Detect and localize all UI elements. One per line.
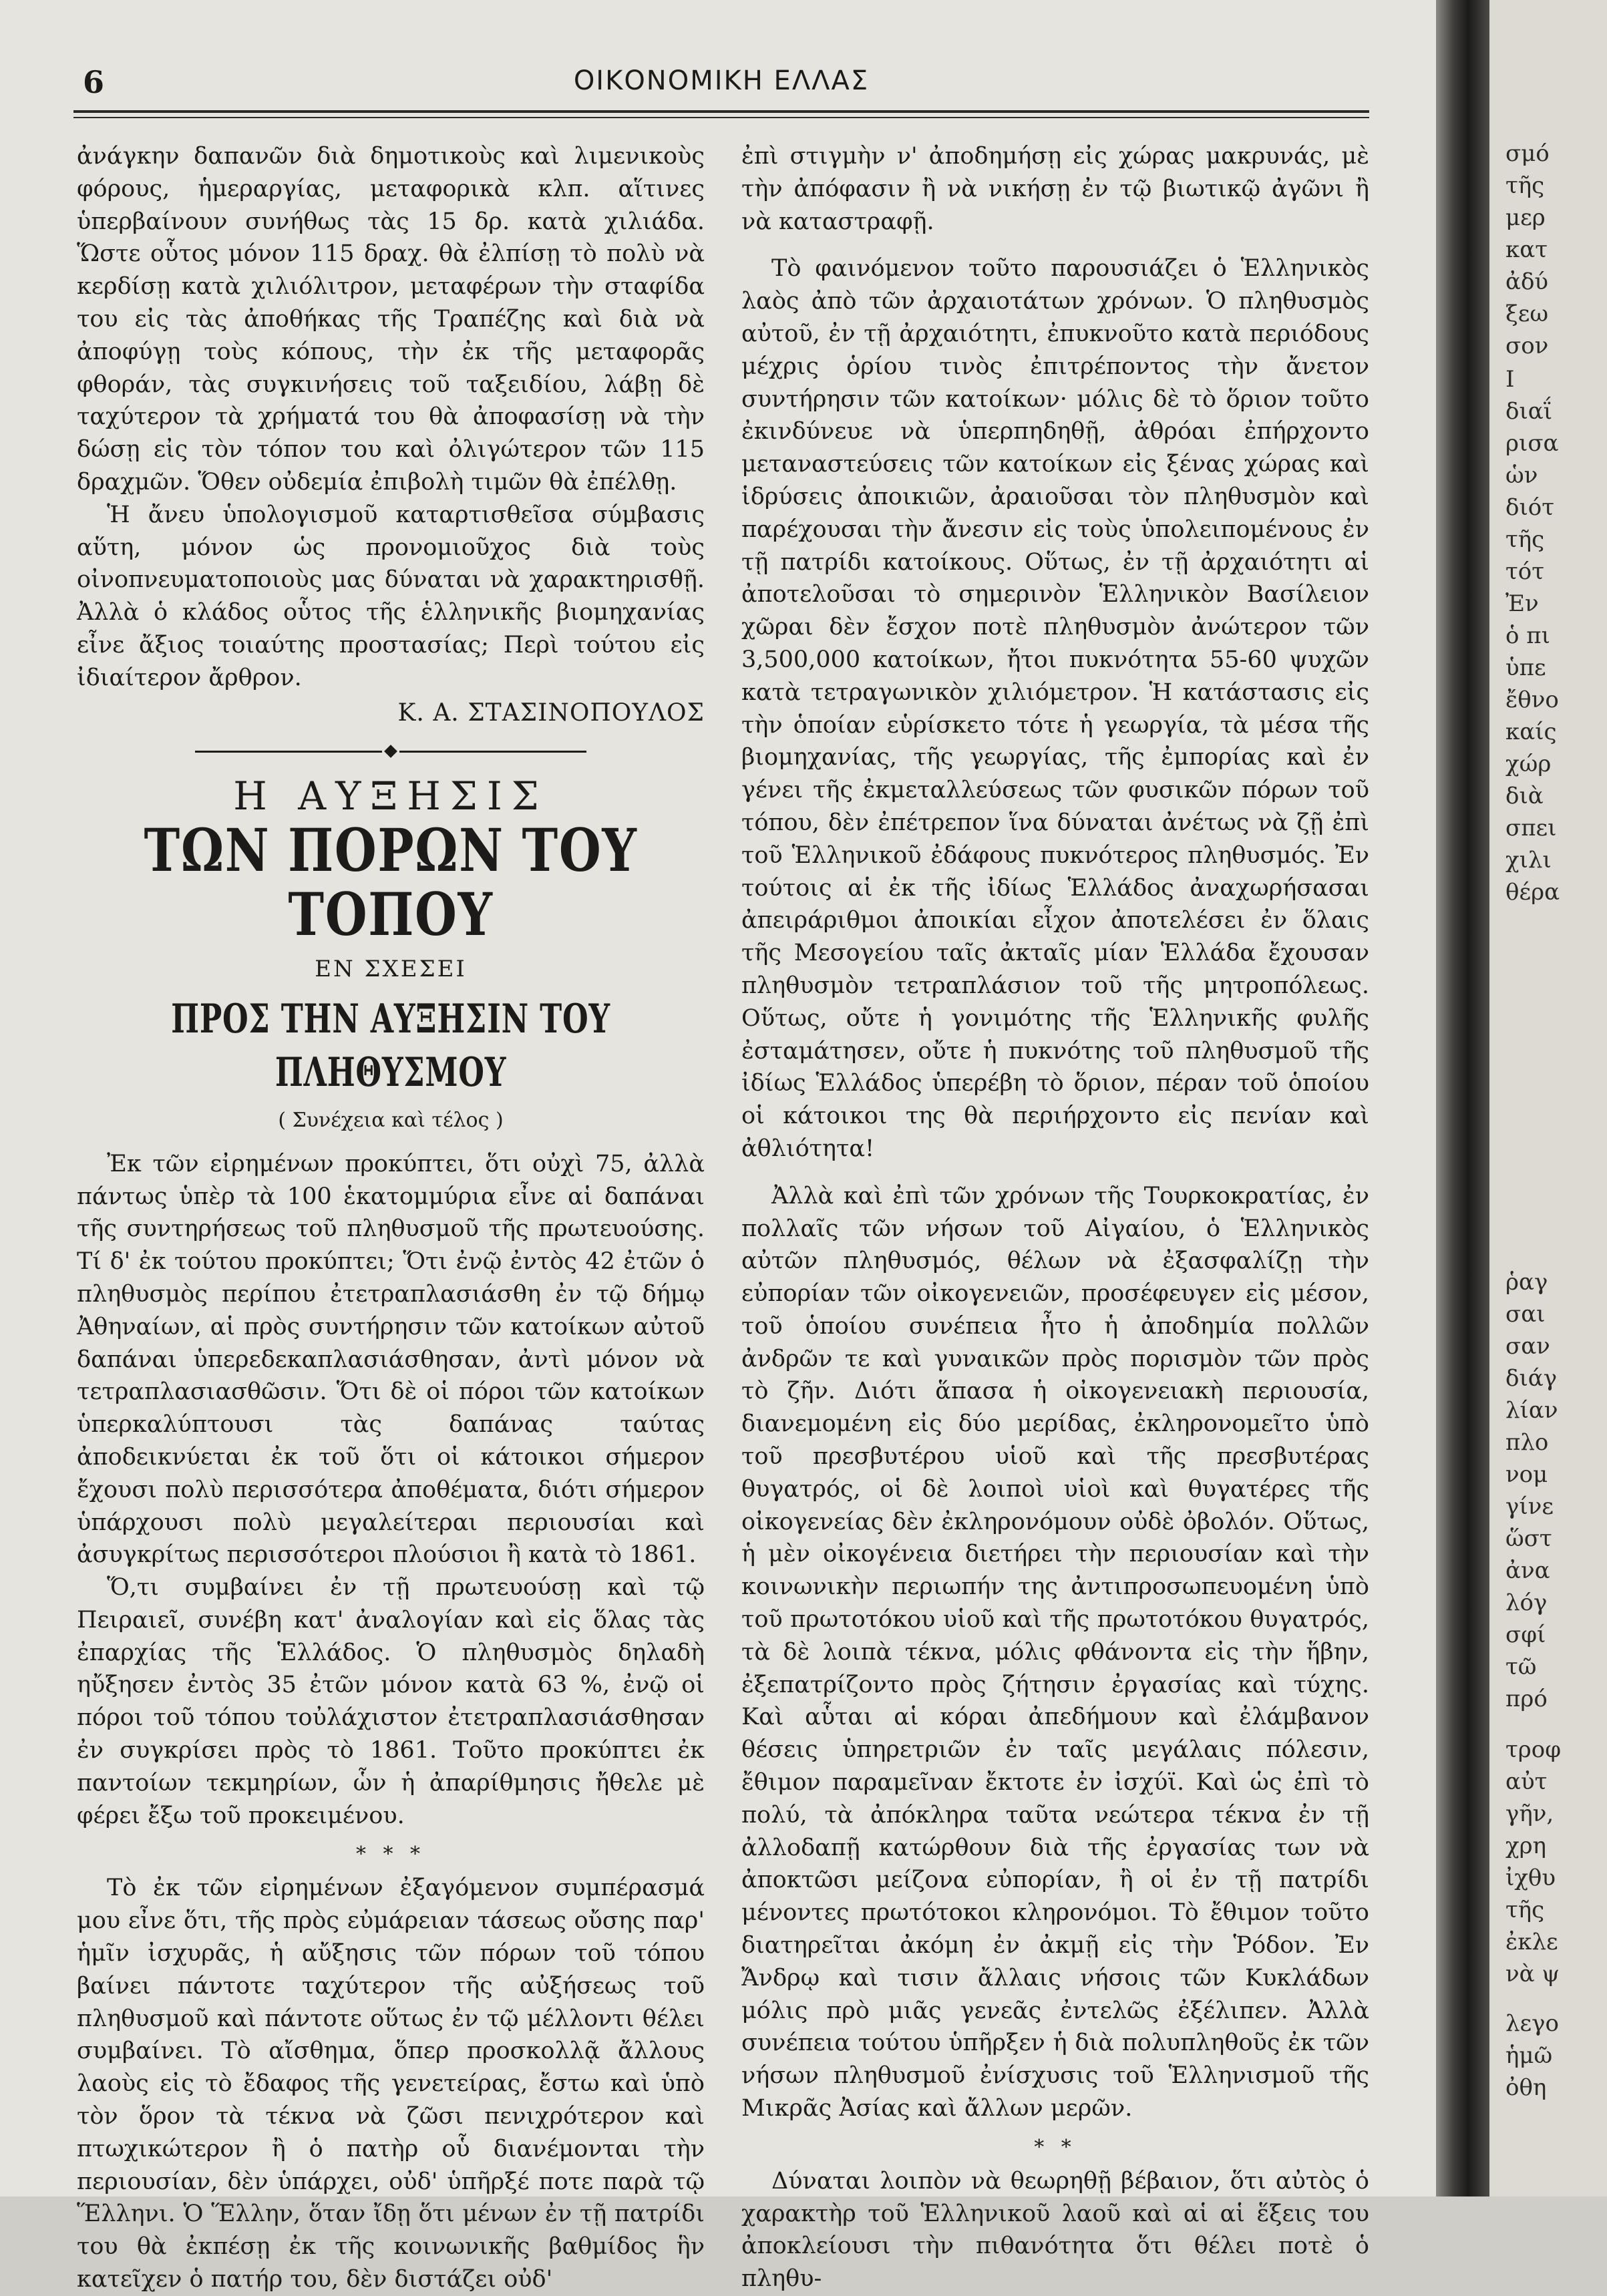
- edge-text-fragment: καίς: [1505, 719, 1557, 745]
- edge-text-fragment: ἀδύ: [1505, 268, 1549, 295]
- edge-text-fragment: σπει: [1505, 815, 1557, 841]
- paragraph: Ἀλλὰ καὶ ἐπὶ τῶν χρόνων τῆς Τουρκοκρατίας, ἐν πολλαῖς τῶν νήσων τοῦ Αἰγαίου, ὁ Ἑλληνικὸς αὐτῶν πληθυσμός, θέλων νὰ ἐξασφαλίζῃ τὴν εὐπορίαν τῶν οἰκογενειῶν, προσέφευγεν εἰς μέσον, τοῦ ὁποίου συνέπεια ἦτο ἡ ἀποδημία πολλῶν ἀνδρῶν τε καὶ γυναικῶν πρὸς πορισμὸν τῶν πρὸς τὸ ζῆν. Διότι ἅπασα ἡ οἰκογενειακὴ περιουσία, διανεμομένη εἰς δύο μερίδας, ἐκληρονομεῖτο ὑπὸ τοῦ πρεσβυτέρου υἱοῦ καὶ τῆς πρεσβυτέρας θυγατρός, οἱ δὲ λοιποὶ υἱοὶ καὶ θυγατέρες τῆς οἰκογενείας δὲν ἐκληρονόμουν οὐδὲ ὀβολόν. Οὕτως, ἡ μὲν οἰκογένεια διετήρει τὴν περιουσίαν καὶ τὴν κοινωνικὴν περιωπήν της ἀντιπροσωπευομένη ὑπὸ τοῦ πρωτοτόκου υἱοῦ καὶ τῆς πρωτοτόκου θυγατρός, τὰ δὲ λοιπὰ τέκνα, μόλις φθάνοντα εἰς τὴν ἥβην, ἐξεπατρίζοντο πρὸς ζήτησιν ἐργασίας καὶ τύχης. Καὶ αὗται αἱ κόραι ἀπεδήμουν καὶ ἐλάμβανον θέσεις ὑπηρετριῶν ἐν ταῖς μεγάλαις πόλεσιν, ἔθιμον παραμεῖναν ἔκτοτε ἐν ἰσχύϊ. Καὶ ὡς ἐπὶ τὸ πολύ, τὰ ἀπόκληρα ταῦτα νεώτερα τέκνα ἐν τῇ ἀλλοδαπῇ κατώρθουν διὰ τῆς ἐργασίας των νὰ ἀποκτῶσι μείζονα εὐπορίαν, ἢ οἱ ἐν τῇ πατρίδι μένοντες πρωτότοκοι κληρονόμοι. Τὸ ἔθιμον τοῦτο διατηρεῖται ἀκόμη ἐν ἀκμῇ εἰς τὴν Ῥόδον. Ἐν Ἄνδρῳ καὶ τισιν ἄλλαις νήσοις τῶν Κυκλάδων μόλις πρὸ μιᾶς γενεᾶς ἐντελῶς ἐξέλιπεν. Ἀλλὰ συνέπεια τούτου ὑπῆρξεν ἡ διὰ πολυπληθοῦς ἐκ τῶν νήσων πληθυσμοῦ ἐνίσχυσις τοῦ Ἑλληνισμοῦ τῆς Μικρᾶς Ἀσίας καὶ ἄλλων μερῶν.: [741, 1182, 1369, 2122]
- edge-text-fragment: τότ: [1505, 558, 1545, 585]
- edge-text-fragment: ὡν: [1505, 462, 1538, 489]
- paragraph: ἀνάγκην δαπανῶν διὰ δημοτικοὺς καὶ λιμενικοὺς φόρους, ἡμεραργίας, μεταφορικὰ κλπ. αἵτινες ὑπερβαίνουν συνήθως τὰς 15 δρ. κατὰ χιλιάδα. Ὥστε οὗτος μόνον 115 δραχ. θὰ ἐλπίσῃ τὸ πολὺ νὰ κερδίσῃ κατὰ χιλιόλιτρον, μεταφέρων τὴν σταφίδα του εἰς τὰς ἀποθήκας τῆς Τραπέζης καὶ διὰ νὰ ἀποφύγῃ τοὺς κόπους, τὴν ἐκ τῆς μεταφορᾶς φθοράν, τὰς συγκινήσεις τοῦ ταξειδίου, λάβῃ δὲ ταχύτερον τὰ χρήματά του θὰ ἀποφασίσῃ νὰ τὴν δώσῃ εἰς τὸν τόπον του καὶ ὀλιγώτερον τῶν 115 δραχμῶν. Ὅθεν οὐδεμία ἐπιβολὴ τιμῶν θὰ ἐπέλθῃ.: [77, 143, 705, 496]
- edge-text-fragment: πλο: [1505, 1429, 1549, 1456]
- edge-text-fragment: κατ: [1505, 236, 1548, 263]
- section-separator: * *: [1034, 2135, 1077, 2159]
- edge-text-fragment: σον: [1505, 333, 1549, 359]
- page-number: 6: [83, 64, 105, 100]
- edge-text-fragment: γίνε: [1505, 1493, 1554, 1520]
- edge-text-fragment: σαι: [1505, 1301, 1546, 1328]
- edge-text-fragment: λεγο: [1505, 2010, 1559, 2037]
- edge-text-fragment: ξεω: [1505, 301, 1549, 327]
- edge-text-fragment: ὑπε: [1505, 654, 1546, 681]
- edge-text-fragment: γῆν,: [1505, 1800, 1554, 1827]
- section-title: Η ΑΥΞΗΣΙΣ: [233, 773, 548, 819]
- edge-text-fragment: τῶ: [1505, 1654, 1537, 1680]
- edge-text-fragment: τῆς: [1505, 526, 1545, 553]
- paragraph: ἐπὶ στιγμὴν ν' ἀποδημήσῃ εἰς χώρας μακρυνάς, μὲ τὴν ἀπόφασιν ἢ νὰ νικήσῃ ἐν τῷ βιωτικῷ ἀγῶνι ἢ νὰ καταστραφῇ.: [741, 143, 1369, 235]
- edge-text-fragment: ἀνα: [1505, 1557, 1550, 1584]
- paragraph: Ἡ ἄνευ ὑπολογισμοῦ καταρτισθεῖσα σύμβασις αὕτη, μόνον ὡς προνομιοῦχος διὰ τοὺς οἰνοπνευματοποιοὺς μας δύναται νὰ χαρακτηρισθῇ. Ἀλλὰ ὁ κλάδος οὗτος τῆς ἑλληνικῆς βιομηχανίας εἶνε ἄξιος τοιαύτης προστασίας; Περὶ τούτου εἰς ἰδιαίτερον ἄρθρον.: [77, 501, 705, 691]
- edge-text-fragment: σμό: [1505, 140, 1550, 167]
- edge-text-fragment: σαν: [1505, 1333, 1550, 1360]
- edge-text-fragment: σφί: [1505, 1621, 1546, 1648]
- edge-text-fragment: χρη: [1505, 1833, 1546, 1859]
- edge-text-fragment: τῆς: [1505, 1897, 1545, 1923]
- paragraph: Τὸ φαινόμενον τοῦτο παρουσιάζει ὁ Ἑλληνικὸς λαὸς ἀπὸ τῶν ἀρχαιοτάτων χρόνων. Ὁ πληθυσμὸς αὐτοῦ, ἐν τῇ ἀρχαιότητι, ἐπυκνοῦτο κατὰ περιόδους μέχρις ὁρίου τινὸς ἐπιτρέποντος τὴν ἄνετον συντήρησιν τῶν κατοίκων· μόλις δὲ τὸ ὅριον τοῦτο ἐκινδύνευε νὰ ὑπερπηδηθῇ, ἀθρόαι ἐπήρχοντο μεταναστεύσεις τῶν κατοίκων εἰς ξένας χώρας καὶ ἱδρύσεις ἀποικιῶν, ἀραιοῦσαι τὸν πληθυσμὸν καὶ παρέχουσαι τὴν ἄνεσιν εἰς τοὺς ὑπολειπομένους ἐν τῇ πατρίδι κατοίκους. Οὕτως, ἐν τῇ ἀρχαιότητι αἱ ἀποτελοῦσαι τὸ σημερινὸν Ἑλληνικὸν Βασίλειον χῶραι δὲν ἔσχον ποτὲ πληθυσμὸν ἀνώτερον τῶν 3,500,000 κατοίκων, ἤτοι πυκνότητα 55-60 ψυχῶν κατὰ τετραγωνικὸν χιλιόμετρον. Ἡ κατάστασις εἰς τὴν ὁποίαν εὑρίσκετο τότε ἡ γεωργία, τὰ μέσα τῆς βιομηχανίας, τῆς γεωργίας, τῆς ἐμπορίας καὶ ἐν γένει τῆς ἐκμεταλλεύσεως τῶν φυσικῶν πόρων τοῦ τόπου, δὲν ἐπέτρεπον ἵνα δύναται ἀνέτως νὰ ζῇ ἐπὶ τοῦ Ἑλληνικοῦ ἐδάφους πυκνότερος πληθυσμός. Ἐν τούτοις αἱ ἐκ τῆς ἰδίως Ἑλλάδος ἀναχωρήσασαι ἀπειράριθμοι ἀποικίαι εἶχον ἀποτελέσει ἐν ὅλαις τῆς Μεσογείου ταῖς ἀκταῖς μίαν Ἑλλάδα ἔχουσαν πληθυσμὸν τετραπλάσιον τοῦ τῆς μητροπόλεως. Οὕτως, οὔτε ἡ γονιμότης τῆς Ἑλληνικῆς φυλῆς ἐσταμάτησεν, οὔτε ἡ πυκνότης τοῦ πληθυσμοῦ τῆς ἰδίως Ἑλλάδος ὑπερέβη τὸ ὅριον, πέραν τοῦ ὁποίου οἱ κάτοικοι της θὰ περιήρχοντο εἰς πενίαν καὶ ἀθλιότητα!: [741, 255, 1369, 1162]
- edge-text-fragment: ἡμῶ: [1505, 2042, 1553, 2069]
- paragraph: Ἐκ τῶν εἰρημένων προκύπτει, ὅτι οὐχὶ 75, ἀλλὰ πάντως ὑπὲρ τὰ 100 ἑκατομμύρια εἶνε αἱ δαπάναι τῆς συντηρήσεως τοῦ πληθυσμοῦ τῆς πρωτευούσης. Τί δ' ἐκ τούτου προκύπτει; Ὅτι ἐνῷ ἐντὸς 42 ἐτῶν ὁ πληθυσμὸς περίπου ἐτετραπλασιάσθη ἐν τῷ δήμῳ Ἀθηναίων, αἱ πρὸς συντήρησιν τῶν κατοίκων αὐτοῦ δαπάναι ὑπερεδεκαπλασιάσθησαν, ἀντὶ μόνον νὰ τετραπλασιασθῶσιν. Ὅτι δὲ οἱ πόροι τῶν κατοίκων ὑπερκαλύπτουσι τὰς δαπάνας ταύτας ἀποδεικνύεται ἐκ τοῦ ὅτι οἱ κάτοικοι σήμερον ἔχουσι πολὺ περισσότερα ἀποθέματα, διότι σήμερον ὑπάρχουσι πολὺ μεγαλείτεραι περιουσίαι καὶ ἀσυγκρίτως περισσότεροι πλούσιοι ἢ κατὰ τὸ 1861.: [77, 1150, 705, 1569]
- next-page-edge: [1489, 0, 1607, 2196]
- edge-text-fragment: ρισα: [1505, 430, 1559, 457]
- edge-text-fragment: νὰ ψ: [1505, 1961, 1560, 1987]
- article-subtitle: ΠΡΟΣ ΤΗΝ ΑΥΞΗΣΙΝ ΤΟΥ ΠΛΗΘΥΣΜΟΥ: [171, 995, 610, 1096]
- edge-text-fragment: ὥστ: [1505, 1525, 1552, 1552]
- edge-text-fragment: τῆς: [1505, 172, 1545, 199]
- author-signature: Κ. Α. ΣΤΑΣΙΝΟΠΟΥΛΟΣ: [397, 699, 705, 727]
- header-rule: [73, 110, 1369, 113]
- edge-text-fragment: λίαν: [1505, 1397, 1558, 1424]
- edge-text-fragment: διότ: [1505, 494, 1555, 521]
- edge-text-fragment: νομ: [1505, 1461, 1548, 1488]
- edge-text-fragment: αὐτ: [1505, 1768, 1548, 1795]
- section-separator: * * *: [355, 1843, 426, 1867]
- paragraph: Ὅ,τι συμβαίνει ἐν τῇ πρωτευούσῃ καὶ τῷ Πειραιεῖ, συνέβη κατ' ἀναλογίαν καὶ εἰς ὅλας τὰς ἐπαρχίας τῆς Ἑλλάδος. Ὁ πληθυσμὸς δηλαδὴ ηὔξησεν ἐντὸς 35 ἐτῶν μόνον κατὰ 63 %, ἐνῷ οἱ πόροι τοῦ τόπου τοὐλάχιστον ἐτετραπλασιάσθησαν ἐν συγκρίσει πρὸς τὸ 1861. Τοῦτο προκύπτει ἐκ παντοίων τεκμηρίων, ὧν ἡ ἀπαρίθμησις ἤθελε μὲ φέρει ἔξω τοῦ προκειμένου.: [77, 1574, 705, 1829]
- edge-text-fragment: διάγ: [1505, 1365, 1558, 1392]
- edge-text-fragment: ἔθνο: [1505, 687, 1559, 713]
- edge-text-fragment: μερ: [1505, 204, 1546, 231]
- edge-text-fragment: λόγ: [1505, 1589, 1548, 1616]
- edge-text-fragment: ἰχθυ: [1505, 1865, 1556, 1891]
- edge-text-fragment: πρό: [1505, 1686, 1548, 1712]
- left-column: [77, 140, 705, 2296]
- header-rule-thin: [73, 117, 1369, 118]
- book-gutter: [1436, 0, 1489, 2196]
- edge-text-fragment: διὰ: [1505, 783, 1544, 809]
- right-column: [741, 140, 1369, 2295]
- edge-text-fragment: Ἐν: [1505, 590, 1539, 617]
- edge-text-fragment: θέρα: [1505, 879, 1560, 906]
- article-connector: ΕΝ ΣΧΕΣΕΙ: [315, 956, 467, 983]
- divider-ornament: [77, 735, 705, 768]
- edge-text-fragment: ῥαγ: [1505, 1269, 1548, 1296]
- article-title: ΤΩΝ ΠΟΡΩΝ ΤΟΥ ΤΟΠΟΥ: [144, 815, 638, 950]
- continuation-note: ( Συνέχεια καὶ τέλος ): [278, 1108, 504, 1132]
- paragraph: Τὸ ἐκ τῶν εἰρημένων ἐξαγόμενον συμπέρασμά μου εἶνε ὅτι, τῆς πρὸς εὐμάρειαν τάσεως οὔσης παρ' ἡμῖν ἰσχυρᾶς, ἡ αὔξησις τῶν πόρων τοῦ τόπου βαίνει πάντοτε ταχύτερον τῆς αὐξήσεως τοῦ πληθυσμοῦ καὶ πάντοτε οὕτως ἐν τῷ μέλλοντι θέλει συμβαίνει. Τὸ αἴσθημα, ὅπερ προσκολλᾷ ἄλλους λαοὺς εἰς τὸ ἔδαφος τῆς γενετείρας, ἔστω καὶ ὑπὸ τὸν ὅρον τὰ τέκνα νὰ ζῶσι πενιχρότερον καὶ πτωχικώτερον ἢ ὁ πατὴρ οὗ διανέμονται τὴν περιουσίαν, δὲν ὑπάρχει, οὐδ' ὑπῆρξέ ποτε παρὰ τῷ Ἕλληνι. Ὁ Ἕλλην, ὅταν ἴδῃ ὅτι μένων ἐν τῇ πατρίδι του θὰ ἐκπέσῃ ἐκ τῆς κοινωνικῆς βαθμίδος ἣν κατεῖχεν ὁ πατήρ του, δὲν διστάζει οὐδ': [77, 1875, 705, 2293]
- edge-text-fragment: ὀθη: [1505, 2074, 1547, 2101]
- edge-text-fragment: ἐκλε: [1505, 1929, 1558, 1955]
- running-title: ΟΙΚΟΝΟΜΙΚΗ ΕΛΛΑΣ: [573, 65, 870, 96]
- edge-text-fragment: χώρ: [1505, 751, 1552, 777]
- paragraph: Δύναται λοιπὸν νὰ θεωρηθῇ βέβαιον, ὅτι αὐτὸς ὁ χαρακτὴρ τοῦ Ἑλληνικοῦ λαοῦ καὶ αἱ αἱ ἕξεις του ἀποκλείουσι τὴν πιθανότητα ὅτι θέλει ποτὲ ὁ πληθυ-: [741, 2167, 1369, 2293]
- edge-text-fragment: ὁ πι: [1505, 622, 1550, 649]
- edge-text-fragment: διαΐ: [1505, 398, 1553, 425]
- edge-text-fragment: Ι: [1505, 366, 1515, 393]
- edge-text-fragment: τροφ: [1505, 1736, 1562, 1763]
- edge-text-fragment: χιλι: [1505, 847, 1552, 874]
